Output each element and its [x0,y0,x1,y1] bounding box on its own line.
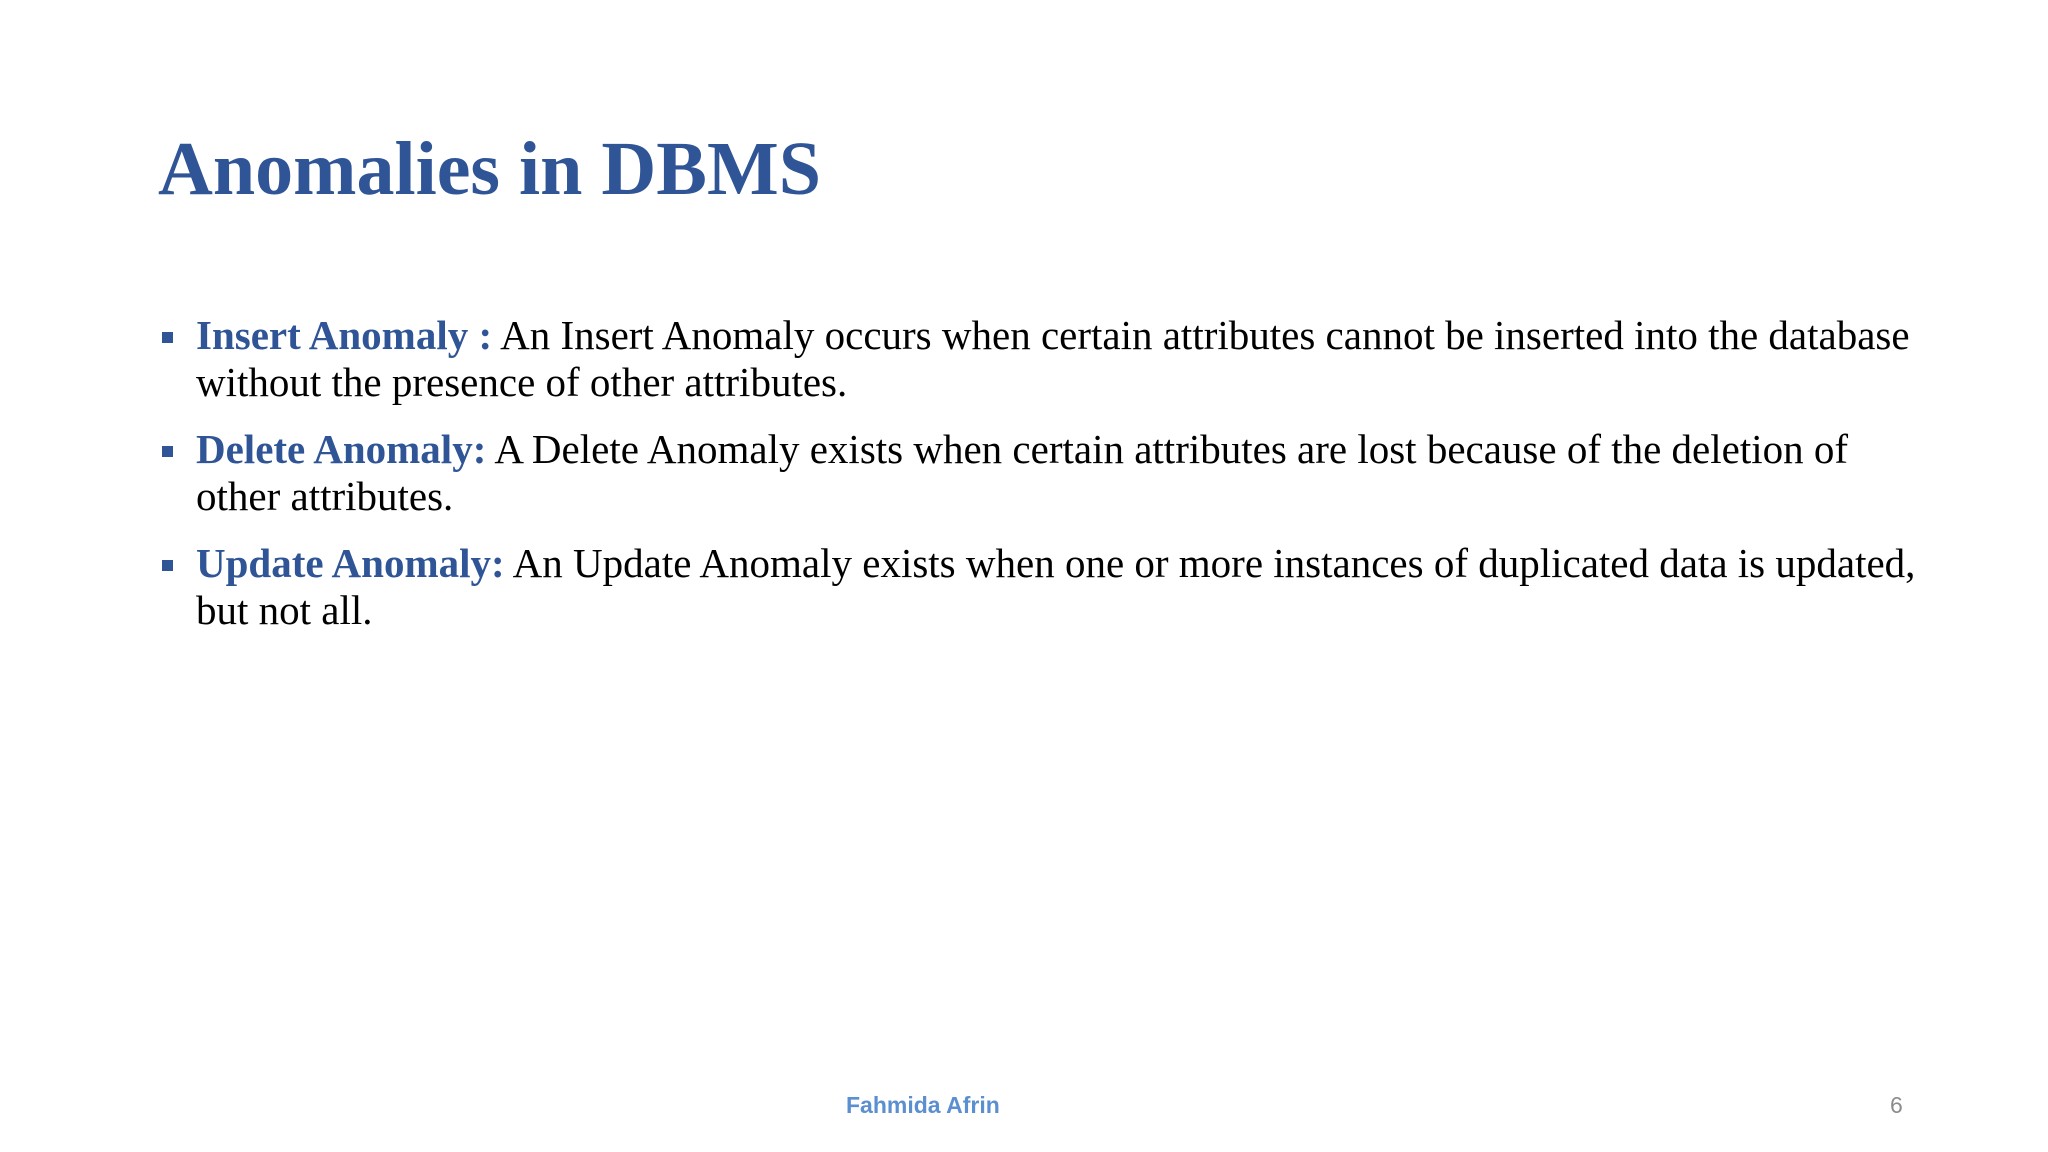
square-bullet-icon [162,446,173,457]
square-bullet-icon [162,332,173,343]
bullet-item-insert-anomaly [158,312,1918,406]
square-bullet-icon [162,560,173,571]
bullet-term: Update Anomaly: [196,540,505,586]
bullet-list [158,312,1918,654]
bullet-text: An Insert Anomaly occurs when certain attributes cannot be inserted into the database without the presence of other attributes. [196,312,1910,405]
bullet-item-delete-anomaly [158,426,1918,520]
bullet-text: A Delete Anomaly exists when certain attributes are lost because of the deletion of other attributes. [196,426,1849,519]
footer-author: Fahmida Afrin [846,1092,1000,1118]
bullet-term: Insert Anomaly : [196,312,493,358]
bullet-text: An Update Anomaly exists when one or more instances of duplicated data is updated, but not all. [196,540,1916,633]
slide-title: Anomalies in DBMS [158,127,821,211]
slide-number: 6 [1890,1092,1903,1118]
bullet-item-update-anomaly [158,540,1918,634]
bullet-term: Delete Anomaly: [196,426,487,472]
